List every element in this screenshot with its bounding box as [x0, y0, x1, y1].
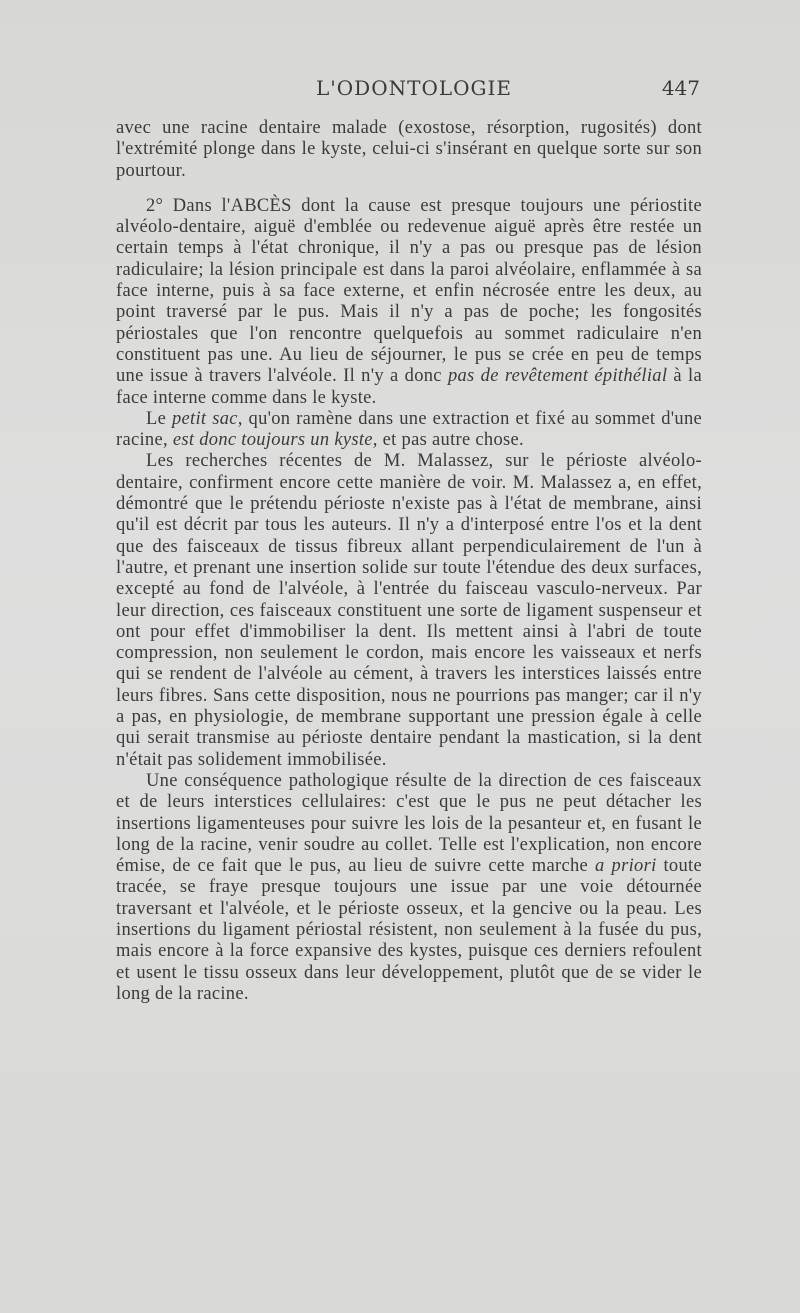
- paragraph-segment: toute tracée, se fraye presque toujours une issue par une voie détournée traversant et l'alvéole, et le périoste osseux, et la gencive ou la peau. Les insertions du ligament périostal résistent, non seulement à la fusée du pus, mais encore à la force expansive des kystes, puisque ces derniers refoulent et usent le tissu osseux dans leur développement, plutôt que de se vider le long de la racine.: [116, 856, 702, 1004]
- paragraph-segment: 2° Dans l'ABCÈS dont la cause est presque toujours une périostite alvéolo-dentaire, aiguë d'emblée ou redevenue aiguë après être restée un certain temps à l'état chronique, il n'y a pas ou presque pas de lésion radiculaire; la lésion principale est dans la paroi alvéolaire, enflammée à sa face interne, puis à sa face externe, et enfin nécrosée entre les deux, au point traversé par le pus. Mais il n'y a pas de poche; les fongosités périostales que l'on rencontre quelquefois au sommet radiculaire n'en constituent pas une. Au lieu de séjourner, le pus se crée en peu de temps une issue à travers l'alvéole. Il n'y a donc: [116, 195, 702, 387]
- page-number: 447: [661, 76, 700, 100]
- paragraph-segment: Les recherches récentes de M. Malassez, sur le périoste alvéolo-dentaire, confirment encore cette manière de voir. M. Malassez a, en effet, démontré que le prétendu périoste n'existe pas à l'état de membrane, ainsi qu'il est décrit par tous les auteurs. Il n'y a d'interposé entre l'os et la dent que des faisceaux de tissus fibreux allant perpendiculairement de l'un à l'autre, et prenant une insertion solide sur toute l'étendue des deux surfaces, excepté au fond de l'alvéole, à l'entrée du faisceau vasculo-nerveux. Par leur direction, ces faisceaux constituent une sorte de ligament suspenseur et ont pour effet d'immobiliser la dent. Ils mettent ainsi à l'abri de toute compression, non seulement le cordon, mais encore les vaisseaux et nerfs qui se rendent de l'alvéole au cément, à travers les interstices laissés entre leurs fibres. Sans cette disposition, nous ne pourrions pas manger; car il n'y a pas, en physiologie, de membrane supportant une pression égale à celle qui serait transmise au périoste dentaire pendant la mastication, si la dent n'était pas solidement immobilisée.: [116, 451, 702, 770]
- paragraph-segment: Une conséquence pathologique résulte de la direction de ces faisceaux et de leurs interstices cellulaires: c'est que le pus ne peut détacher les insertions ligamenteuses pour suivre les lois de la pesanteur et, en fusant le long de la racine, venir soudre au collet. Telle est l'explication, non encore émise, de ce fait que le pus, au lieu de suivre cette marche: [116, 770, 702, 877]
- paragraph-3: [116, 409, 702, 452]
- italic-phrase: pas de revêtement épithélial: [447, 366, 668, 387]
- paragraph-segment: qu'on ramène dans une extraction et fixé au sommet d'une racine,: [116, 408, 703, 451]
- paragraph-4: [116, 451, 702, 770]
- page-header: [116, 76, 700, 104]
- italic-phrase: a priori: [595, 856, 657, 877]
- paragraph-5: [116, 771, 702, 1005]
- body-text: [116, 118, 702, 1005]
- paragraph-segment: avec une racine dentaire malade (exostose, résorption, rugosités) dont l'extrémité plonge dans le kyste, celui-ci s'insérant en quelque sorte sur son pourtour.: [116, 118, 702, 181]
- running-title: L'ODONTOLOGIE: [316, 76, 512, 100]
- paragraph-2: [116, 196, 702, 409]
- paragraph-segment: Le: [146, 408, 172, 429]
- paragraph-segment: et pas autre chose.: [377, 430, 524, 451]
- italic-phrase: petit sac,: [171, 408, 243, 429]
- paragraph-segment: à la face interne comme dans le kyste.: [116, 366, 702, 408]
- paragraph-1: [116, 118, 702, 182]
- italic-phrase: est donc toujours un kyste,: [172, 430, 378, 451]
